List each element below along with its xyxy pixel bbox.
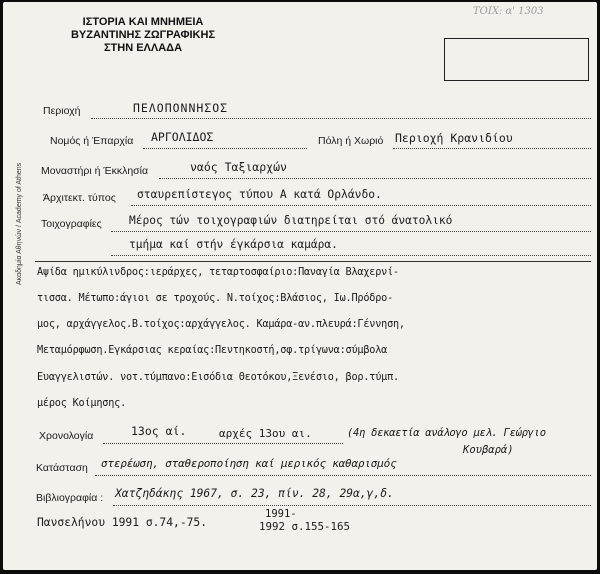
town-value: Περιοχή Κρανιδίου: [395, 131, 513, 145]
wallpaintings-dotline-1: [111, 231, 591, 232]
town-label: Πόλη ή Χωριό: [318, 135, 384, 147]
arch-type-dotline: [131, 205, 591, 206]
wallpaintings-value-1: Μέρος τών τοιχογραφιών διατηρείται στό άνατολικό: [129, 214, 453, 227]
condition-value: στερέωση, σταθεροποίηση καί μερικός καθαρισμός: [101, 457, 397, 470]
bibliography-value-4: 1992 σ.155-165: [259, 520, 351, 533]
bibliography-value-3: 1991-: [265, 508, 297, 520]
description-line-6: μέρος Κοίμησης.: [37, 398, 127, 409]
town-dotline: [393, 148, 591, 149]
bibliography-value-1: Χατζηδάκης 1967, σ. 23, πίν. 28, 29α,γ,δ.: [115, 487, 394, 500]
arch-type-value: σταυρεπίστεγος τύπου Α κατά Ορλάνδο.: [137, 188, 382, 201]
side-watermark: Ακαδημία Αθηνών / Academy of Athens: [16, 162, 23, 286]
prefecture-label: Νομός ή Έπαρχία: [50, 135, 134, 147]
condition-label: Κατάσταση: [36, 462, 88, 474]
date-value-1: 13ος αί.: [131, 424, 187, 438]
stamp-box: [444, 38, 589, 81]
bibliography-value-2: Πανσελήνου 1991 σ.74,-75.: [37, 516, 208, 529]
section-rule: [35, 261, 591, 262]
date-note-2: Κουβαρά): [463, 444, 514, 456]
region-value: ΠΕΛΟΠΟΝΝΗΣΟΣ: [133, 101, 229, 115]
monastery-dotline: [159, 178, 591, 179]
header-line-2: ΒΥΖΑΝΤΙΝΗΣ ΖΩΓΡΑΦΙΚΗΣ: [70, 29, 216, 41]
description-line-1: Αψίδα ημικύλινδρος:ιεράρχες, τεταρτοσφαίριο:Παναγία Βλαχερνί-: [37, 267, 399, 278]
wallpaintings-dotline-2: [111, 255, 591, 256]
date-value-2: αρχές 13ου αι.: [219, 427, 312, 440]
description-line-5: Ευαγγελιστών. νοτ.τύμπανο:Εισόδια Θεοτόκου,Ξενέσιο, βορ.τύμπ.: [37, 372, 399, 383]
monastery-value: ναός Ταξιαρχών: [190, 160, 287, 174]
date-dotline: [103, 443, 343, 444]
wallpaintings-label: Τοιχογραφίες: [41, 218, 102, 230]
bibliography-dotline: [113, 505, 591, 506]
prefecture-value: ΑΡΓΟΛΙΔΟΣ: [151, 130, 214, 144]
arch-type-label: Άρχιτεκτ. τύπος: [43, 192, 116, 204]
region-label: Περιοχή: [43, 105, 81, 117]
description-line-2: τισσα. Μέτωπο:άγιοι σε τροχούς. Ν.τοίχος:Βλάσιος, Ιω.Πρόδρο-: [37, 293, 394, 304]
bibliography-label: Βιβλιογραφία :: [36, 492, 104, 504]
header-line-1: ΙΣΤΟΡΙΑ ΚΑΙ ΜΝΗΜΕΙΑ: [82, 16, 204, 28]
prefecture-dotline: [143, 148, 307, 149]
monastery-label: Μοναστήρι ή Έκκλησία: [41, 165, 149, 177]
card-header: [43, 16, 243, 55]
condition-dotline: [95, 475, 591, 476]
date-label: Χρονολογία: [39, 430, 94, 442]
date-note: (4η δεκαετία ανάλογο μελ. Γεώργιο: [347, 427, 546, 439]
description-line-3: μος, αρχάγγελος.Β.τοίχος:αρχάγγελος. Καμάρα-αν.πλευρά:Γέννηση,: [37, 319, 405, 330]
region-dotline: [91, 118, 591, 119]
wallpaintings-value-2: τμήμα καί στήν έγκάρσια καμάρα.: [129, 238, 338, 251]
header-line-3: ΣΤΗΝ ΕΛΛΑΔΑ: [103, 42, 183, 54]
record-card: [3, 2, 597, 570]
description-line-4: Μεταμόρφωση.Εγκάρσιας κεραίας:Πεντηκοστή,σφ.τρίγωνα:σύμβολα: [37, 345, 388, 356]
pencil-note: ΤΟΙΧ: α' 1303: [473, 6, 544, 17]
